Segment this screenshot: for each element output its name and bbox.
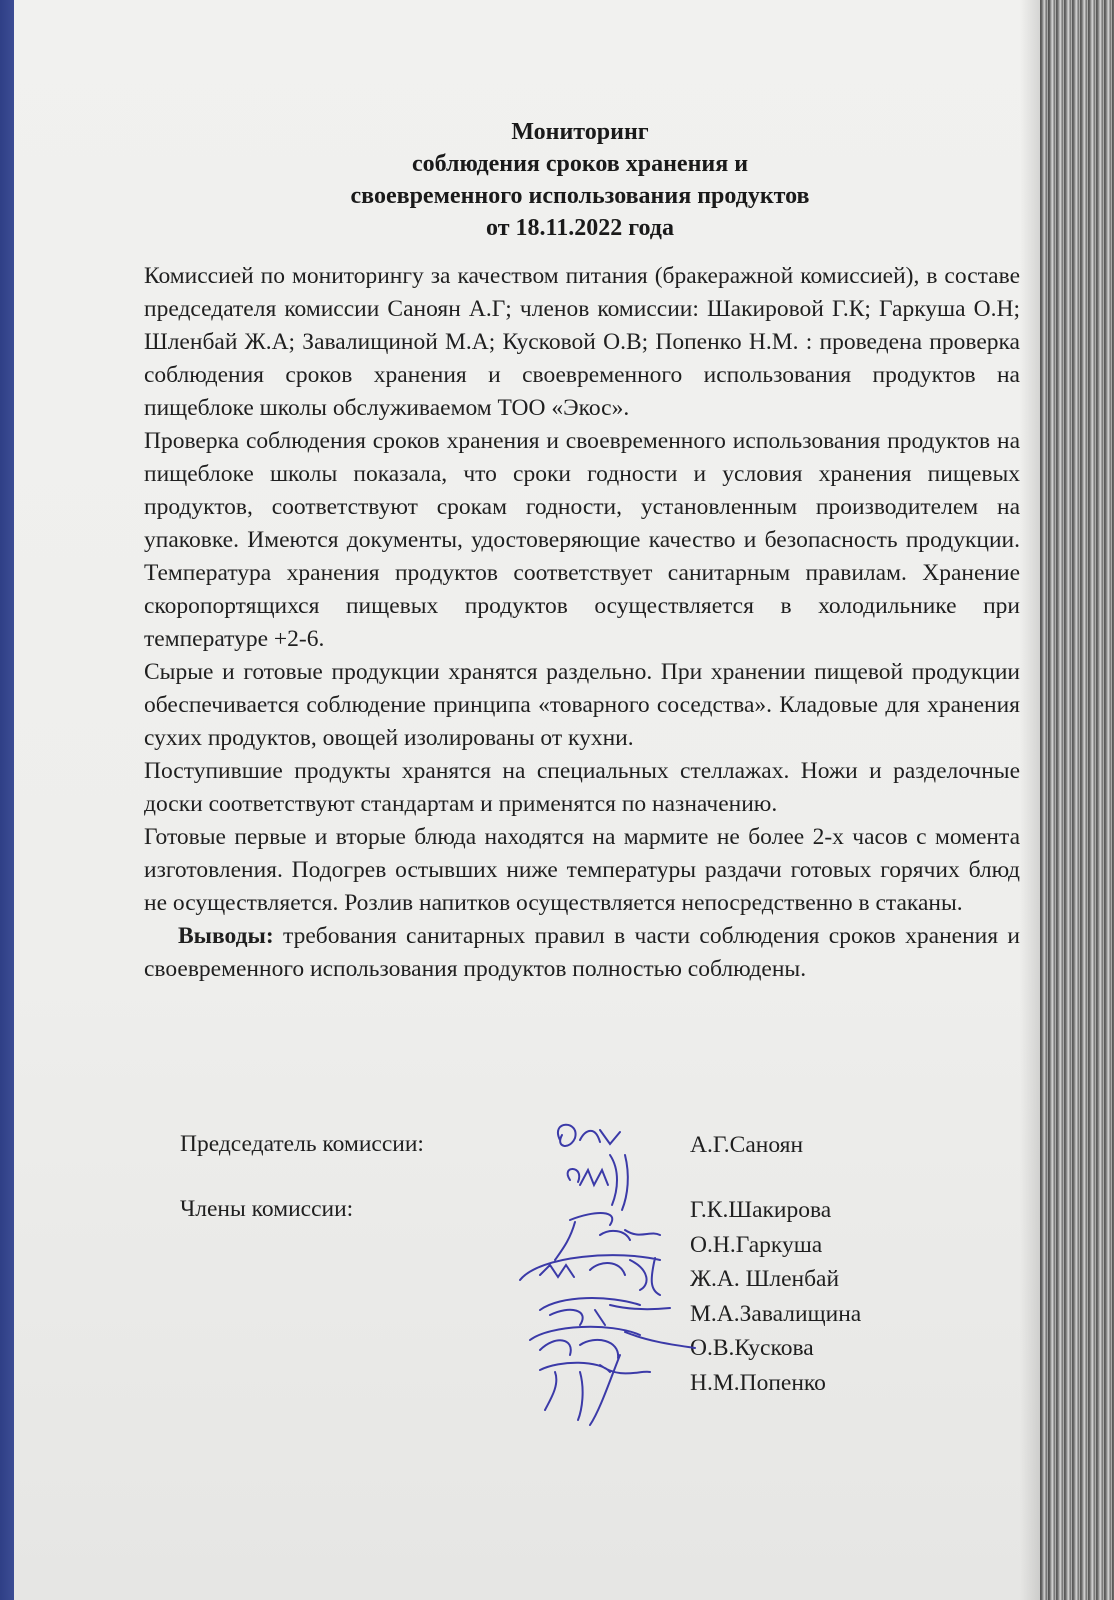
handwritten-signatures bbox=[500, 1110, 700, 1430]
paragraph-storage: Сырые и готовые продукции хранятся раздельно. При хранении пищевой продукции обеспечивается соблюдение принципа «товарного соседства». Кладовые для хранения сухих продуктов, овощей изолированы от кухни. bbox=[144, 659, 1020, 751]
document-title bbox=[140, 116, 1020, 244]
member-name: М.А.Завалищина bbox=[690, 1300, 862, 1327]
paragraph-commission: Комиссией по мониторингу за качеством питания (бракеражной комиссией), в составе председателя комиссии Саноян А.Г; членов комиссии: Шакировой Г.К; Гаркуша О.Н; Шленбай Ж.А; Завалищиной М.А; Кусковой О.В; Попенко Н.М. : проведена проверка соблюдения сроков хранения и своевременного использования продуктов на пищеблоке школы обслуживаемом ТОО «Экос». bbox=[144, 263, 1020, 421]
conclusion-text: требования санитарных правил в части соблюдения сроков хранения и своевременного использования продуктов полностью соблюдены. bbox=[144, 923, 1020, 982]
member-name: О.Н.Гаркуша bbox=[690, 1231, 823, 1258]
member-name: Ж.А. Шленбай bbox=[690, 1266, 840, 1292]
paragraph-conclusion bbox=[144, 920, 1020, 986]
title-line: Мониторинг bbox=[511, 119, 649, 145]
member-name: Н.М.Попенко bbox=[690, 1369, 826, 1396]
chairman-label: Председатель комиссии: bbox=[180, 1131, 424, 1157]
member-name: Г.К.Шакирова bbox=[690, 1197, 832, 1223]
paragraph-shelves: Поступившие продукты хранятся на специальных стеллажах. Ножи и разделочные доски соответствуют стандартам и применятся по назначению. bbox=[144, 758, 1020, 817]
paragraph-dishes: Готовые первые и вторые блюда находятся на мармите не более 2-х часов с момента изготовления. Подогрев остывших ниже температуры раздачи готовых горячих блюд не осуществляется. Розлив напитков осуществляется непосредственно в стаканы. bbox=[144, 824, 1020, 916]
chairman-name-text: А.Г.Саноян bbox=[690, 1132, 804, 1158]
member-name: О.В.Кускова bbox=[690, 1335, 814, 1361]
title-line: соблюдения сроков хранения и bbox=[411, 151, 749, 177]
document-body bbox=[144, 260, 1020, 986]
member-names-list bbox=[690, 1193, 861, 1400]
chairman-name bbox=[690, 1128, 803, 1163]
members-label: Члены комиссии: bbox=[180, 1196, 354, 1222]
stacked-pages-edge bbox=[1040, 0, 1114, 1600]
conclusion-label: Выводы: bbox=[178, 923, 274, 949]
title-line: своевременного использования продуктов bbox=[350, 183, 810, 209]
title-date: от 18.11.2022 года bbox=[486, 215, 674, 241]
paragraph-inspection: Проверка соблюдения сроков хранения и своевременного использования продуктов на пищеблоке школы показала, что сроки годности и условия хранения пищевых продуктов, соответствуют срокам годности, установленным производителем на упаковке. Имеются документы, удостоверяющие качество и безопасность продукции. Температура хранения продуктов соответствует санитарным правилам. Хранение скоропортящихся пищевых продуктов осуществляется в холодильнике при температуре +2-6. bbox=[144, 428, 1020, 652]
